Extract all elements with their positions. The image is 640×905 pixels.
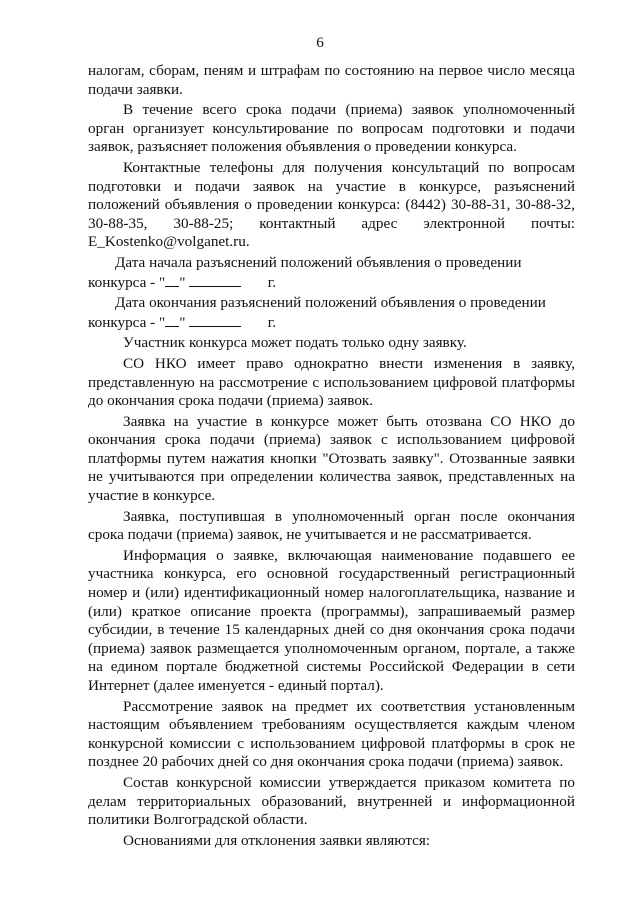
paragraph-one-application: Участник конкурса может подать только одну заявку.	[123, 334, 467, 352]
end-date-year-suffix: г.	[267, 313, 277, 331]
start-date-month-blank	[189, 273, 241, 287]
paragraph-end-date	[88, 294, 575, 332]
page-number: 6	[316, 34, 324, 51]
paragraph-start-date	[88, 254, 575, 292]
end-date-day-blank	[165, 313, 179, 327]
end-date-month-blank	[189, 313, 241, 327]
paragraph-consulting: В течение всего срока подачи (приема) заявок уполномоченный орган организует консультирование по вопросам подготовки и подачи заявок, разъясняет положения объявления о проведении конкурса.	[88, 101, 575, 156]
paragraph-withdraw-application: Заявка на участие в конкурсе может быть отозвана СО НКО до окончания срока подачи (приема) заявок с использованием цифровой платформы путем нажатия кнопки "Отозвать заявку". Отозванные заявки не учитываются при определении количества заявок, представленных на участие в конкурсе.	[88, 412, 575, 505]
start-date-year-suffix: г.	[267, 273, 277, 291]
paragraph-commission-composition: Состав конкурсной комиссии утверждается приказом комитета по делам территориальных образований, внутренней и информационной политики Волгоградской области.	[88, 773, 575, 829]
paragraph-tax-arrears: налогам, сборам, пеням и штрафам по состоянию на первое число месяца подачи заявки.	[88, 62, 575, 98]
start-date-day-blank	[165, 273, 179, 287]
paragraph-rejection-grounds: Основаниями для отклонения заявки являются:	[123, 831, 431, 849]
start-date-text: Дата начала разъяснений положений объявления о проведении конкурса - "	[88, 253, 522, 291]
document-body	[88, 62, 575, 850]
paragraph-amend-application: СО НКО имеет право однократно внести изменения в заявку, представленную на рассмотрение с использованием цифровой платформы до окончания срока подачи (приема) заявок.	[88, 354, 575, 410]
end-date-text: Дата окончания разъяснений положений объявления о проведении конкурса - "	[88, 294, 546, 331]
paragraph-review-of-applications: Рассмотрение заявок на предмет их соответствия установленным настоящим объявлением требованиям осуществляется каждым членом конкурсной комиссии с использованием цифровой платформы в срок не позднее 20 рабочих дней со дня окончания срока подачи (приема) заявок.	[88, 697, 575, 771]
paragraph-late-application: Заявка, поступившая в уполномоченный орган после окончания срока подачи (приема) заявок, не учитывается и не рассматривается.	[88, 507, 575, 544]
paragraph-contact-phones: Контактные телефоны для получения консультаций по вопросам подготовки и подачи заявок на участие в конкурсе, разъяснений положений объявления о проведении конкурса: (8442) 30-88-31, 30-88-32, 30-88-35, 30-88-25; контактный адрес электронной почты: E_Kostenko@volganet.ru.	[88, 158, 575, 251]
paragraph-application-information: Информация о заявке, включающая наименование подавшего ее участника конкурса, его основной государственный регистрационный номер и (или) идентификационный номер налогоплательщика, название и (или) краткое описание проекта (программы), запрашиваемый размер субсидии, в течение 15 календарных дней со дня окончания срока подачи (приема) заявок размещается уполномоченным органом, портале, а также на едином портале бюджетной системы Российской Федерации в сети Интернет (далее именуется - единый портал).	[88, 546, 575, 694]
start-date-quote: "	[179, 273, 186, 291]
end-date-quote: "	[179, 313, 186, 331]
